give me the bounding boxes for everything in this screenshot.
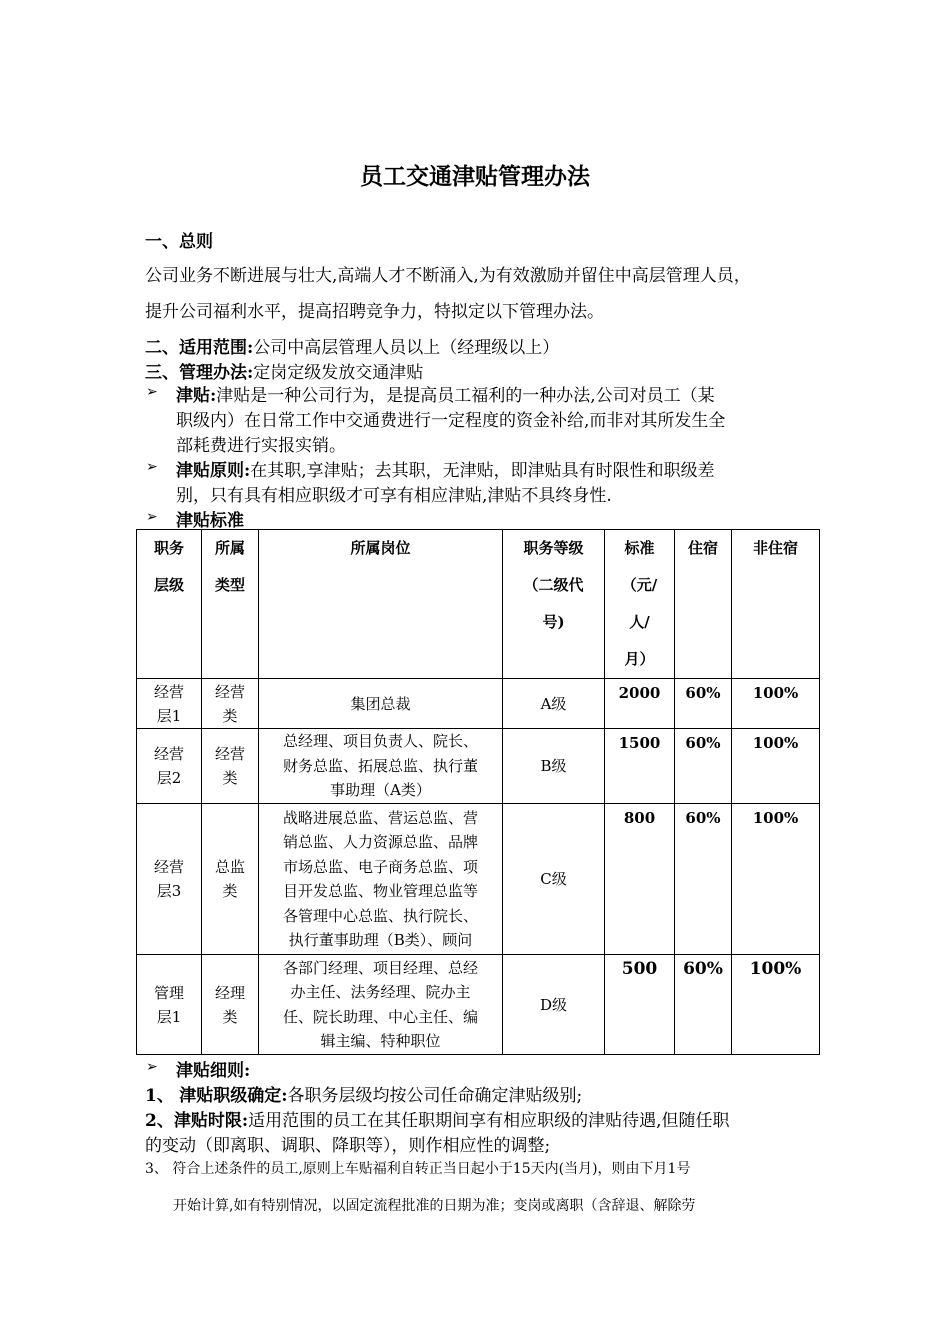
header-non-housing: 非住宿 <box>732 530 820 679</box>
bullet-arrow-icon: ➢ <box>146 509 158 525</box>
cell-housing: 60% <box>675 729 732 804</box>
cell-standard: 800 <box>605 804 675 955</box>
bullet-arrow-icon: ➢ <box>146 1059 158 1075</box>
detail-2-text: 适用范围的员工在其任职期间享有相应职级的津贴待遇,但随任职 <box>248 1111 730 1131</box>
cell-position: 战略进展总监、营运总监、营 销总监、人力资源总监、品牌 市场总监、电子商务总监、项 目开发总监、物业管理总监等 各管理中心总监、执行院长、 执行董事助理（B类）、顾问 <box>259 804 503 955</box>
section-general-heading: 一、总则 <box>145 232 213 252</box>
cell-grade: D级 <box>503 955 605 1055</box>
principle-text-1: 在其职,享津贴；去其职，无津贴，即津贴具有时限性和职级差 <box>250 461 715 481</box>
table-row <box>137 804 820 955</box>
scope-text: 公司中高层管理人员以上（经理级以上） <box>253 338 560 358</box>
general-text-line-1: 公司业务不断进展与壮大,高端人才不断涌入,为有效激励并留住中高层管理人员， <box>145 266 751 286</box>
detail-1 <box>145 1081 582 1106</box>
cell-type: 经理 类 <box>202 955 259 1055</box>
detail-1-text: 各职务层级均按公司任命确定津贴级别; <box>287 1086 583 1106</box>
cell-non-housing: 100% <box>732 729 820 804</box>
principle-text-2: 别，只有具有相应职级才可享有相应津贴,津贴不具终身性. <box>176 486 612 506</box>
header-housing: 住宿 <box>675 530 732 679</box>
table-row <box>137 679 820 729</box>
cell-standard: 1500 <box>605 729 675 804</box>
detail-2 <box>145 1106 730 1131</box>
document-title: 员工交通津贴管理办法 <box>360 163 590 190</box>
cell-type: 总监 类 <box>202 804 259 955</box>
cell-housing: 60% <box>675 679 732 729</box>
cell-grade: B级 <box>503 729 605 804</box>
cell-position: 各部门经理、项目经理、总经 办主任、法务经理、院办主 任、院长助理、中心主任、编 辑主编、特种职位 <box>259 955 503 1055</box>
method-heading: 三、管理办法: <box>145 363 254 383</box>
table-row <box>137 955 820 1055</box>
header-standard: 标准 （元/ 人/ 月） <box>605 530 675 679</box>
cell-non-housing: 100% <box>732 679 820 729</box>
scope-line <box>145 333 559 358</box>
header-level: 职务 层级 <box>137 530 202 679</box>
method-line <box>145 358 423 383</box>
cell-housing: 60% <box>675 804 732 955</box>
cell-level: 经营 层1 <box>137 679 202 729</box>
cell-type: 经营 类 <box>202 729 259 804</box>
table-row <box>137 729 820 804</box>
cell-standard: 2000 <box>605 679 675 729</box>
allowance-text-3: 部耗费进行实报实销。 <box>176 436 346 456</box>
cell-grade: A级 <box>503 679 605 729</box>
cell-type: 经营 类 <box>202 679 259 729</box>
cell-grade: C级 <box>503 804 605 955</box>
cell-position: 总经理、项目负责人、院长、 财务总监、拓展总监、执行董 事助理（A类） <box>259 729 503 804</box>
detail-3-line-2: 开始计算,如有特别情况，以固定流程批准的日期为准；变岗或离职（含辞退、解除劳 <box>173 1198 696 1214</box>
allowance-text-2: 职级内）在日常工作中交通费进行一定程度的资金补给,而非对其所发生全 <box>176 411 726 431</box>
scope-heading: 二、适用范围: <box>145 338 254 358</box>
table-header-row <box>137 530 820 679</box>
detail-3-line-1: 3、 符合上述条件的员工,原则上车贴福利自转正当日起小于15天内(当月)，则由下月1号 <box>145 1161 691 1177</box>
details-label: 津贴细则: <box>176 1061 251 1081</box>
cell-non-housing: 100% <box>732 955 820 1055</box>
allowance-line-1 <box>176 381 715 406</box>
cell-level: 管理 层1 <box>137 955 202 1055</box>
bullet-arrow-icon: ➢ <box>146 384 158 400</box>
cell-level: 经营 层3 <box>137 804 202 955</box>
principle-label: 津贴原则: <box>176 461 251 481</box>
detail-1-number: 1、 <box>145 1086 174 1106</box>
allowance-standard-table <box>136 529 820 1055</box>
detail-2-label: 津贴时限: <box>173 1111 249 1131</box>
allowance-text-1: 津贴是一种公司行为，是提高员工福利的一种办法,公司对员工（某 <box>216 386 715 406</box>
header-grade: 职务等级 （二级代 号) <box>503 530 605 679</box>
cell-standard: 500 <box>605 955 675 1055</box>
general-text-line-2: 提升公司福利水平，提高招聘竞争力，特拟定以下管理办法。 <box>145 302 604 322</box>
detail-2-line-2: 的变动（即离职、调职、降职等），则作相应性的调整; <box>145 1136 551 1156</box>
header-type: 所属 类型 <box>202 530 259 679</box>
detail-2-number: 2、 <box>145 1111 174 1131</box>
detail-1-label: 津贴职级确定: <box>179 1086 288 1106</box>
cell-level: 经营 层2 <box>137 729 202 804</box>
allowance-label: 津贴: <box>176 386 217 406</box>
cell-non-housing: 100% <box>732 804 820 955</box>
method-text: 定岗定级发放交通津贴 <box>253 363 424 383</box>
cell-housing: 60% <box>675 955 732 1055</box>
bullet-arrow-icon: ➢ <box>146 459 158 475</box>
principle-line-1 <box>176 456 715 481</box>
header-position: 所属岗位 <box>259 530 503 679</box>
standard-label: 津贴标准 <box>176 511 244 531</box>
cell-position: 集团总裁 <box>259 679 503 729</box>
